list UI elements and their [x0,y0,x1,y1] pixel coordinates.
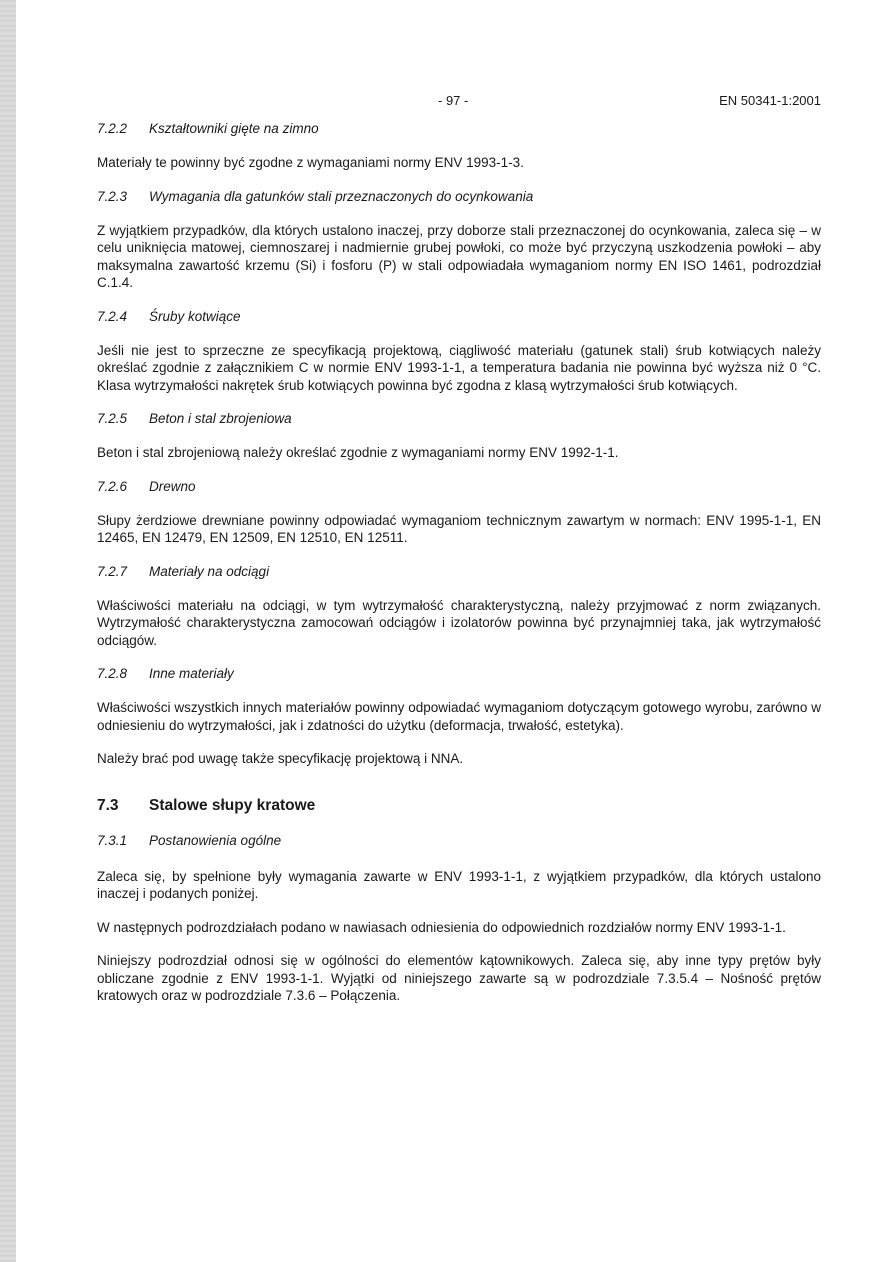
subsection-heading-7-2-7 [97,563,821,581]
paragraph-7-2-7: Właściwości materiału na odciągi, w tym wytrzymałość charakterystyczną, należy przyjmować z norm związanych. Wytrzymałość charakterystyczna zamocowań odciągów i izolatorów powinna być przynajmniej taka, jak wytrzymałość odciągów. [97,597,821,648]
subsection-title: Śruby kotwiące [149,308,241,324]
subsection-number: 7.2.7 [97,563,128,579]
paragraph-7-2-8-b: Należy brać pod uwagę także specyfikację projektową i NNA. [97,751,464,766]
subsection-number: 7.3.1 [97,832,128,848]
paragraph-7-2-3: Z wyjątkiem przypadków, dla których ustalono inaczej, przy doborze stali przeznaczonej do ocynkowania, zaleca się – w celu uniknięcia matowej, ciemnoszarej i nadmiernie grubej powłoki, co może być przyczyną uszkodzenia powłoki – aby maksymalna zawartość krzemu (Si) i fosforu (P) w stali odpowiadała wymaganiom normy EN ISO 1461, podrozdział C.1.4. [97,222,821,290]
subsection-number: 7.2.3 [97,188,128,204]
subsection-title: Postanowienia ogólne [149,832,282,848]
subsection-heading-7-2-4 [97,308,821,326]
document-id: EN 50341-1:2001 [719,93,821,108]
subsection-number: 7.2.4 [97,308,128,324]
subsection-heading-7-2-5 [97,410,821,428]
paragraph-7-2-5: Beton i stal zbrojeniową należy określać zgodnie z wymaganiami normy ENV 1992-1-1. [97,445,619,460]
subsection-title: Materiały na odciągi [149,563,270,579]
paragraph-7-3-1-b: W następnych podrozdziałach podano w nawiasach odniesienia do odpowiednich rozdziałów normy ENV 1993-1-1. [97,919,786,935]
section-heading-7-3 [97,796,821,816]
paragraph-7-3-1-c: Niniejszy podrozdział odnosi się w ogólności do elementów kątownikowych. Zaleca się, aby inne typy prętów były obliczane zgodnie z ENV 1993-1-1. Wyjątki od niniejszego zawarte są w podrozdziale 7.3.5.4 – Nośność prętów kratowych oraz w podrozdziale 7.3.6 – Połączenia. [97,953,821,1003]
subsection-number: 7.2.2 [97,121,128,136]
subsection-number: 7.2.8 [97,666,128,681]
subsection-heading-7-2-3 [97,188,821,206]
scan-edge [0,0,16,1262]
paragraph-7-2-4: Jeśli nie jest to sprzeczne ze specyfikacją projektową, ciągliwość materiału (gatunek stali) śrub kotwiących należy określać zgodnie z załącznikiem C w normie ENV 1993-1-1, a temperatura badania nie powinna być wyższa niż 0 °C. Klasa wytrzymałości nakrętek śrub kotwiących powinna być zgodna z klasą wytrzymałości śrub kotwiących. [97,342,821,393]
paragraph-7-2-2: Materiały te powinny być zgodne z wymaganiami normy ENV 1993-1-3. [97,155,524,170]
subsection-number: 7.2.5 [97,411,128,426]
paragraph-7-3-1-a: Zaleca się, by spełnione były wymagania zawarte w ENV 1993-1-1, z wyjątkiem przypadków, dla których ustalono inaczej i podanych poniżej. [97,868,821,901]
subsection-number: 7.2.6 [97,478,128,494]
subsection-heading-7-2-6 [97,478,821,496]
page-content [97,120,821,1005]
subsection-title: Beton i stal zbrojeniowa [149,411,292,426]
subsection-title: Inne materiały [149,666,234,681]
subsection-heading-7-3-1 [97,832,821,850]
section-title: Stalowe słupy kratowe [149,796,316,814]
subsection-heading-7-2-8 [97,665,821,683]
subsection-title: Kształtowniki gięte na zimno [149,121,319,136]
paragraph-7-2-8-a: Właściwości wszystkich innych materiałów powinny odpowiadać wymaganiom dotyczącym gotowego wyrobu, zarówno w odniesieniu do wytrzymałości, jak i zdatności do użytku (deformacja, trwałość, estetyka). [97,700,821,733]
subsection-title: Wymagania dla gatunków stali przeznaczonych do ocynkowania [149,188,534,204]
paragraph-7-2-6: Słupy żerdziowe drewniane powinny odpowiadać wymaganiom technicznym zawartym w normach: ENV 1995-1-1, EN 12465, EN 12479, EN 12509, EN 12510, EN 12511. [97,512,821,545]
subsection-heading-7-2-2 [97,120,821,138]
page-number: - 97 - [438,93,469,108]
subsection-title: Drewno [149,478,196,494]
section-number: 7.3 [97,796,119,814]
